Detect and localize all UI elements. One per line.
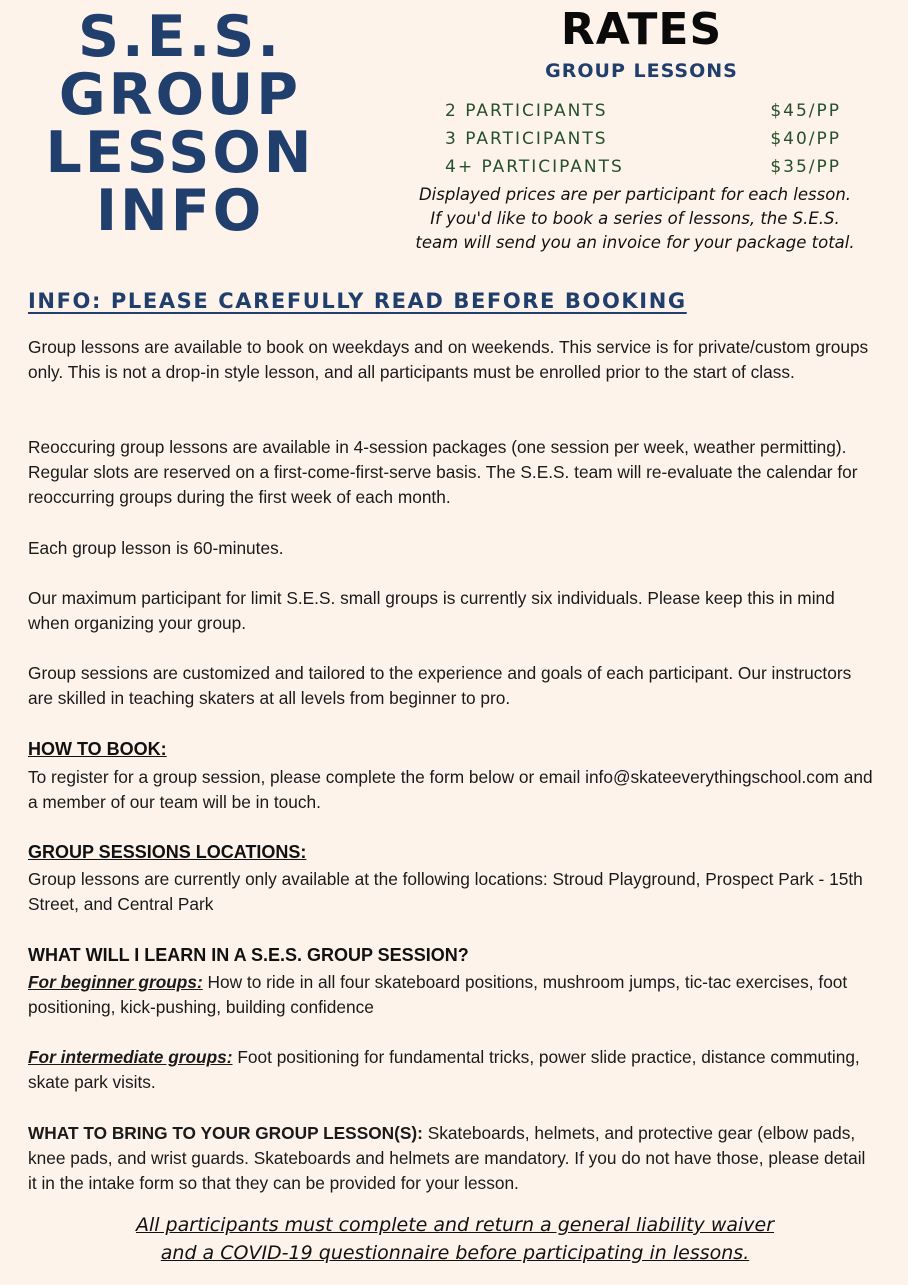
info-paragraph: Each group lesson is 60-minutes. [28, 538, 284, 558]
rate-label: 2 PARTICIPANTS [445, 101, 608, 121]
rate-row [445, 101, 841, 121]
rate-label: 4+ PARTICIPANTS [445, 157, 624, 177]
title-line-2: GROUP [58, 62, 302, 128]
intermediate-paragraph [28, 1045, 878, 1095]
info-heading: INFO: PLEASE CAREFULLY READ BEFORE BOOKING [28, 289, 687, 313]
intermediate-text: Foot positioning for fundamental tricks, power slide practice, distance commuting, skate park visits. [28, 1047, 860, 1092]
footer-line: All participants must complete and return a general liability waiver [135, 1214, 775, 1236]
rate-row [445, 157, 841, 177]
rate-price: $35/PP [770, 157, 841, 177]
intermediate-label: For intermediate groups: [28, 1047, 233, 1067]
rate-label: 3 PARTICIPANTS [445, 129, 608, 149]
rates-note [380, 183, 890, 255]
locations-heading: GROUP SESSIONS LOCATIONS: [28, 842, 307, 862]
rates-note-line: Displayed prices are per participant for each lesson. [418, 185, 852, 204]
how-to-book-text: To register for a group session, please complete the form below or email info@skateeverythingschool.com and a member of our team will be in touch. [28, 767, 873, 812]
bring-text: Skateboards, helmets, and protective gear (elbow pads, knee pads, and wrist guards. Skateboards and helmets are mandatory. If you do not have those, please detail it in the intake form so that they can be provided for your lesson. [28, 1123, 866, 1193]
locations-text: Group lessons are currently only available at the following locations: Stroud Playground, Prospect Park - 15th Street, and Central Park [28, 869, 863, 914]
rate-row [445, 129, 841, 149]
info-paragraph: Group lessons are available to book on weekdays and on weekends. This service is for private/custom groups only. This is not a drop-in style lesson, and all participants must be enrolled prior to the start of class. [28, 337, 869, 382]
footer-line: and a COVID-19 questionnaire before participating in lessons. [160, 1242, 750, 1264]
rate-price: $40/PP [770, 129, 841, 149]
rates-subtitle: GROUP LESSONS [545, 60, 738, 82]
bring-label: WHAT TO BRING TO YOUR GROUP LESSON(S): [28, 1123, 423, 1143]
rates-note-line: team will send you an invoice for your package total. [415, 233, 855, 252]
page-title [30, 4, 330, 244]
beginner-label: For beginner groups: [28, 972, 203, 992]
how-to-book-heading: HOW TO BOOK: [28, 739, 167, 759]
info-paragraph: Reoccuring group lessons are available in 4-session packages (one session per week, weather permitting). Regular slots are reserved on a first-come-first-serve basis. The S.E.S. team will re-evaluate the calendar for reoccurring groups during the first week of each month. [28, 437, 858, 507]
rates-title: RATES [560, 4, 723, 55]
rate-price: $45/PP [770, 101, 841, 121]
title-line-3: LESSON [45, 120, 315, 186]
learn-heading: WHAT WILL I LEARN IN A S.E.S. GROUP SESSION? [28, 945, 469, 965]
info-paragraph: Group sessions are customized and tailored to the experience and goals of each participant. Our instructors are skilled in teaching skaters at all levels from beginner to pro. [28, 663, 852, 708]
info-paragraph: Our maximum participant for limit S.E.S. small groups is currently six individuals. Please keep this in mind when organizing your group. [28, 588, 835, 633]
title-line-1: S.E.S. [77, 4, 282, 70]
title-line-4: INFO [95, 178, 265, 244]
beginner-text: How to ride in all four skateboard positions, mushroom jumps, tic-tac exercises, foot positioning, kick-pushing, building confidence [28, 972, 848, 1017]
rates-note-line: If you'd like to book a series of lessons, the S.E.S. [430, 209, 840, 228]
bring-paragraph [28, 1121, 878, 1196]
footer-note [40, 1211, 870, 1267]
beginner-paragraph [28, 970, 878, 1020]
